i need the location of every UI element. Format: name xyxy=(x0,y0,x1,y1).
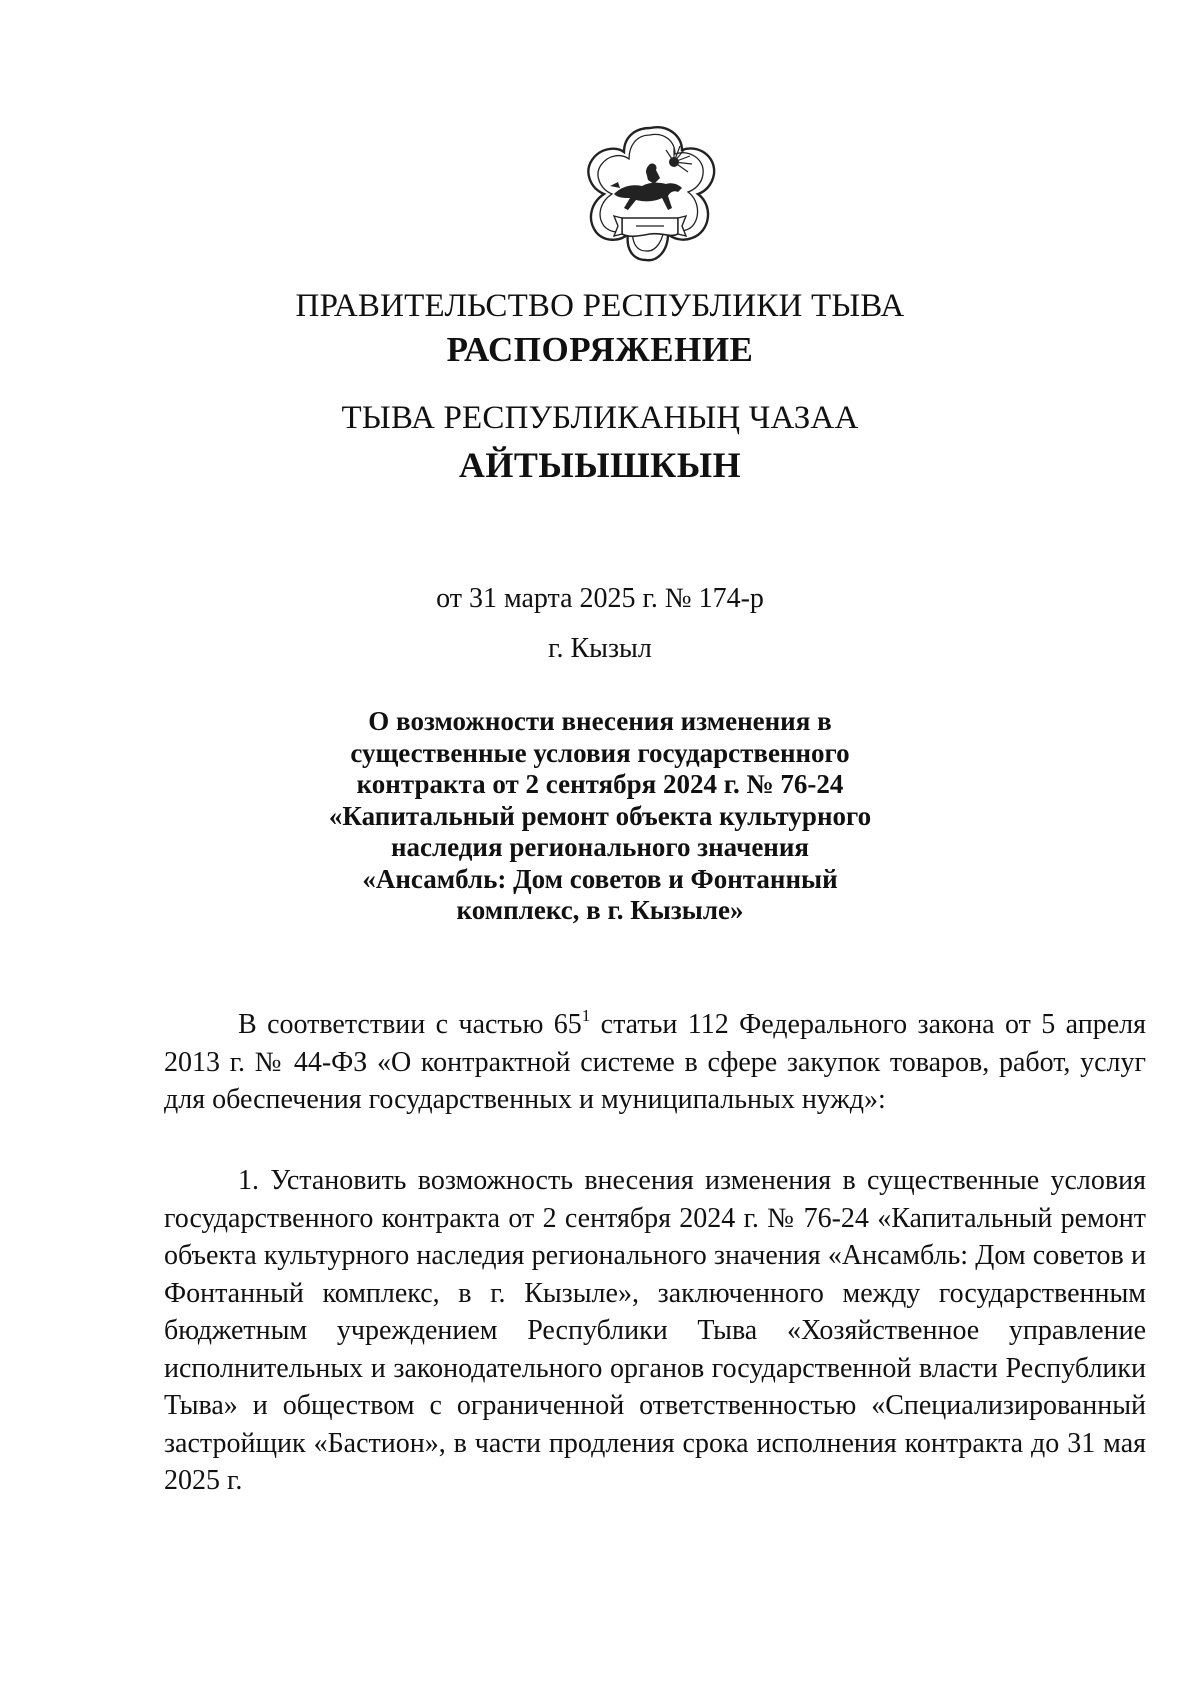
preamble-superscript: 1 xyxy=(581,1005,591,1025)
government-name-ru: ПРАВИТЕЛЬСТВО РЕСПУБЛИКИ ТЫВА xyxy=(295,288,905,324)
title-line: «Капитальный ремонт объекта культурного xyxy=(328,800,872,831)
title-line: контракта от 2 сентября 2024 г. № 76-24 xyxy=(356,769,844,799)
document-date-number: от 31 марта 2025 г. № 174-р xyxy=(436,583,764,614)
preamble-text-end: статьи 112 Федерального закона от 5 апреля 2013 г. № 44-ФЗ «О контрактной системе в сфере закупок товаров, работ, услуг для обеспечения государственных и муниципальных нужд»: xyxy=(164,1009,1146,1115)
title-line: существенные условия государственного xyxy=(350,737,850,768)
document-place: г. Кызыл xyxy=(548,633,652,664)
preamble-text-start: В соответствии с частью 65 xyxy=(238,1009,582,1040)
title-line: «Ансамбль: Дом советов и Фонтанный xyxy=(362,863,838,894)
document-type-tyv: АЙТЫЫШКЫН xyxy=(458,445,742,485)
title-line: О возможности внесения изменения в xyxy=(368,706,832,736)
item-1-paragraph: 1. Установить возможность внесения изменения в существенные условия государственного контракта от 2 сентября 2024 г. № 76-24 «Капитальный ремонт объекта культурного наследия регионального значения «Ансамбль: Дом советов и Фонтанный комплекс, в г. Кызыле», заключенного между государственным бюджетным учреждением Республики Тыва «Хозяйственное управление исполнительных и законодательного органов государственной власти Республики Тыва» и обществом с ограниченной ответственностью «Специализированный застройщик «Бастион», в части продления срока исполнения контракта до 31 мая 2025 г. xyxy=(164,1165,1146,1496)
emblem-ribbon xyxy=(622,218,678,236)
document-title xyxy=(0,706,1200,927)
title-line: наследия регионального значения xyxy=(390,832,810,862)
preamble-paragraph xyxy=(164,1006,1146,1119)
coat-of-arms-emblem xyxy=(574,122,726,266)
document-type-ru: РАСПОРЯЖЕНИЕ xyxy=(446,330,754,369)
government-name-tyv: ТЫВА РЕСПУБЛИКАНЫҢ ЧАЗАА xyxy=(341,400,859,436)
title-line: комплекс, в г. Кызыле» xyxy=(456,895,744,925)
